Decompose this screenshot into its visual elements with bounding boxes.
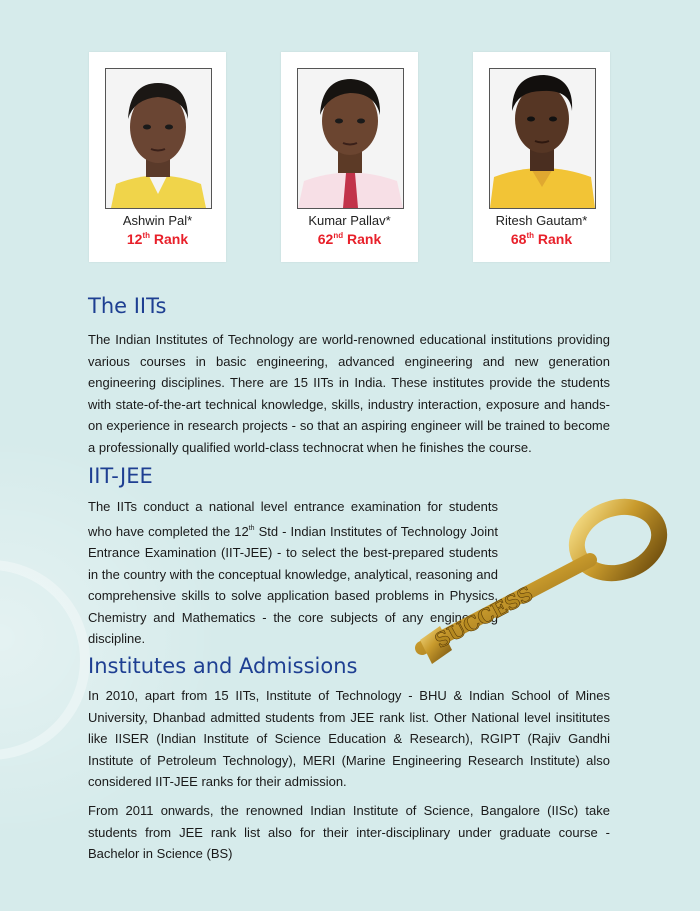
student-photo — [105, 68, 212, 209]
section-heading-iit-jee: IIT-JEE — [88, 464, 153, 488]
student-card — [89, 52, 226, 262]
student-name: Ritesh Gautam* — [495, 213, 588, 228]
student-rank: 62nd Rank — [317, 231, 382, 247]
section-heading-institutes-admissions: Institutes and Admissions — [88, 654, 358, 678]
admissions-paragraph-2: From 2011 onwards, the renowned Indian Institute of Science, Bangalore (IISc) take students from JEE rank list also for their inter-disciplinary under graduate course - Bachelor in Science (BS) — [88, 803, 610, 861]
student-photo — [489, 68, 596, 209]
admissions-paragraph-1: In 2010, apart from 15 IITs, Institute of Technology - BHU & Indian School of Mines University, Dhanbad admitted students from JEE rank list. Other National level insititutes like IISER (Indian Institute of Science Education & Research), RGIPT (Rajiv Gandhi Institute of Petroleum Technology), MERI (Marine Engineering Research Institute) also considered IIT-JEE ranks for their admission. — [88, 688, 610, 789]
student-photo — [297, 68, 404, 209]
student-portrait-image — [298, 69, 403, 208]
student-portrait-image — [106, 69, 211, 208]
student-card — [281, 52, 418, 262]
key-success-text: SUCCESS — [430, 581, 537, 653]
student-card — [473, 52, 610, 262]
student-name: Ashwin Pal* — [122, 213, 193, 228]
iits-paragraph: The Indian Institutes of Technology are world-renowned educational institutions providing various courses in basic engineering, advanced engineering and new generation engineering disciplines. There are 15 IITs in India. These institutes provide the students with state-of-the-art technical knowledge, skills, industry interaction, exposure and hands-on experience in research projects - so that an aspiring engineer will be trained to become a professionally qualified world-class technocrat when he finishes the course. — [88, 332, 610, 455]
success-key-image — [400, 498, 670, 668]
student-rank: 68th Rank — [510, 231, 573, 247]
section-heading-iits: The IITs — [88, 294, 167, 318]
iit-jee-paragraph: The IITs conduct a national level entrance examination for students who have completed the 12th Std - Indian Institutes of Technology Joint Entrance Examination (IIT-JEE) - to select the best-prepared students in the country with the conceptual knowledge, analytical, reasoning and comprehensive skills to solve application based problems in Physics, Chemistry and Mathematics - the core subjects of any engineering discipline. — [88, 499, 499, 646]
student-name: Kumar Pallav* — [308, 213, 391, 228]
student-portrait-image — [490, 69, 595, 208]
student-rank: 12th Rank — [126, 231, 189, 247]
